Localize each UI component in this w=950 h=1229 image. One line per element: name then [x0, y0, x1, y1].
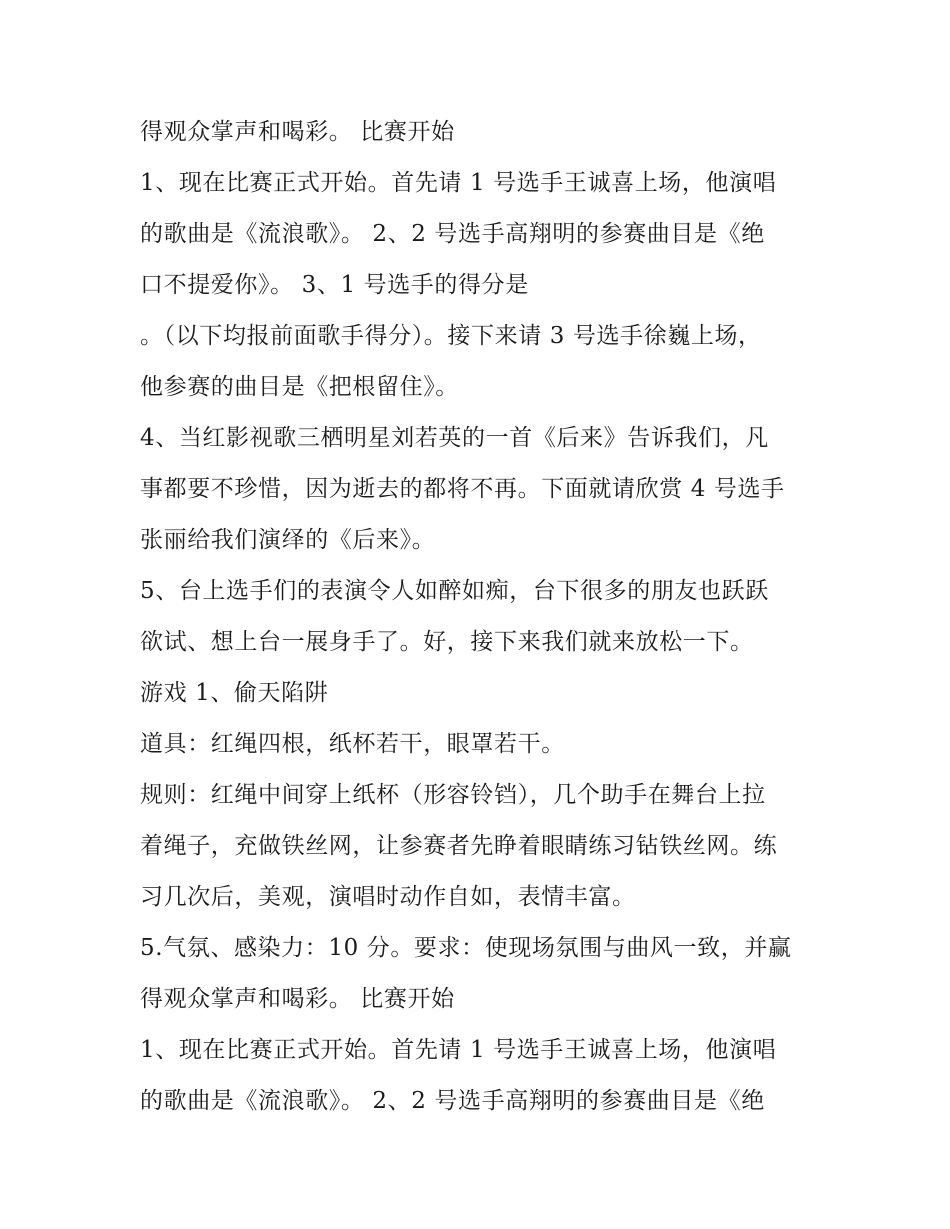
text-line: 口不提爱你》。 3、1 号选手的得分是: [140, 272, 529, 298]
text-line: 道具：红绳四根，纸杯若干，眼罩若干。: [140, 731, 565, 757]
text-line: 张丽给我们演绎的《后来》。: [140, 527, 436, 553]
text-line: 得观众掌声和喝彩。 比赛开始: [140, 119, 455, 145]
text-line: 得观众掌声和喝彩。 比赛开始: [140, 986, 455, 1012]
text-line: 5.气氛、感染力：10 分。要求：使现场氛围与曲风一致，并赢: [140, 935, 792, 961]
text-line: 1、现在比赛正式开始。首先请 1 号选手王诚喜上场，他演唱: [140, 1037, 777, 1063]
text-line: 的歌曲是《流浪歌》。 2、2 号选手高翔明的参赛曲目是《绝: [140, 221, 765, 247]
text-line: 。（以下均报前面歌手得分）。接下来请 3 号选手徐巍上场，: [140, 323, 762, 349]
text-line: 4、当红影视歌三栖明星刘若英的一首《后来》告诉我们，凡: [140, 425, 769, 451]
text-line: 着绳子，充做铁丝网，让参赛者先睁着眼睛练习钻铁丝网。练: [140, 833, 778, 859]
text-line: 习几次后，美观，演唱时动作自如，表情丰富。: [140, 884, 636, 910]
text-line: 欲试、想上台一展身手了。好，接下来我们就来放松一下。: [140, 629, 754, 655]
text-line: 规则：红绳中间穿上纸杯（形容铃铛），几个助手在舞台上拉: [140, 782, 766, 808]
text-line: 游戏 1、偷天陷阱: [140, 680, 329, 706]
text-line: 的歌曲是《流浪歌》。 2、2 号选手高翔明的参赛曲目是《绝: [140, 1088, 765, 1114]
text-line: 事都要不珍惜，因为逝去的都将不再。下面就请欣赏 4 号选手: [140, 476, 785, 502]
text-line: 他参赛的曲目是《把根留住》。: [140, 374, 459, 400]
document-body: [140, 107, 830, 1127]
text-line: 1、现在比赛正式开始。首先请 1 号选手王诚喜上场，他演唱: [140, 170, 777, 196]
text-line: 5、台上选手们的表演令人如醉如痴，台下很多的朋友也跃跃: [140, 578, 769, 604]
